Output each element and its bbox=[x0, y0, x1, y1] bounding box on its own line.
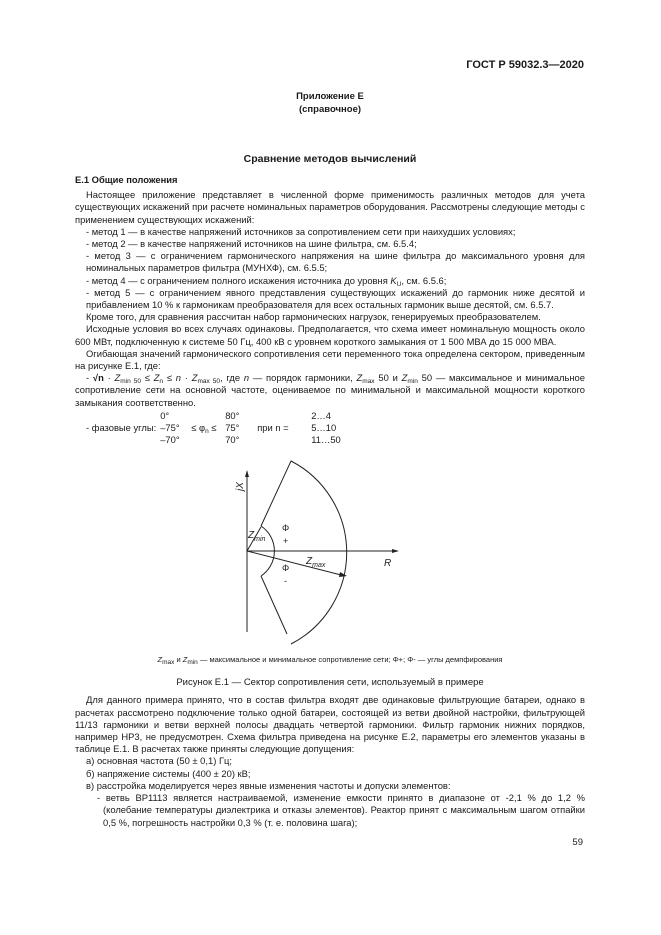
method-3: - метод 3 — с ограничением гармонического напряжения на шине фильтра до максимального уровня для номинальных параметров фильтра (МУНХФ), см. 6.5.5; bbox=[86, 250, 585, 274]
figure-legend: Zmax и Zmin — максимальное и минимальное сопротивление сети; Φ+; Φ- — углы демпфирования bbox=[157, 655, 503, 667]
assumption-b: б) напряжение системы (400 ± 20) кВ; bbox=[86, 767, 251, 779]
phi-minus-symbol: Φ bbox=[282, 563, 290, 574]
phase-angles-label: - фазовые углы: bbox=[86, 422, 157, 434]
zmax-vector bbox=[247, 551, 345, 576]
zmin-label: $Z_{min}$ bbox=[248, 530, 266, 544]
phi-plus-symbol: Φ bbox=[282, 523, 290, 534]
r-axis-arrow-icon bbox=[392, 549, 399, 553]
section-title: Сравнение методов вычислений bbox=[243, 153, 417, 165]
harmonics-paragraph: Кроме того, для сравнения рассчитан набор гармонических нагрузок, генерируемых преобразователем. bbox=[86, 311, 541, 323]
filter-paragraph: Для данного примера принято, что в состав фильтра входят две одинаковые фильтрующие батареи, однако в расчетах рассмотрено подключение только одной батареи, состоящей из ветви двойной настройки, фильтрующей 11/13 гармоники и ветви верхней полосы двадцать четвертой гармоники. Фильтр гармоник нижних порядков, например НР3, не предусмотрен. Схема фильтра приведена на рисунке Е.2, параметры его элементов указаны в таблице Е.1. В расчетах также приняты следующие допущения: bbox=[75, 694, 585, 755]
impedance-formula: - $√n \cdot Z_{min 50} \le Z_n \le n \cdot Z_{max 50}$, где n — порядок гармоники, $Z_{max}$ 50 и $Z_{min}$ 50 — максимальное и минимальное сопротивление сети на основной частоте, оцениваемое по минимальной и максимальной мощности короткого замыкания соответственно. bbox=[75, 372, 585, 408]
figure-caption: Рисунок Е.1 — Сектор сопротивления сети, используемый в примере bbox=[176, 677, 484, 689]
page-column bbox=[75, 58, 585, 849]
assumption-c-detail: - ветвь ВР1113 является настраиваемой, изменение емкости принято в диапазоне от -2,1 % до 1,2 % (колебание температуры диэлектрика и отказы элементов). Реактор принят с максимальным шагом отпайки 0,5 %, погрешность настройки 0,3 % (т. е. половина шага); bbox=[97, 792, 585, 828]
appendix-subtitle: (справочное) bbox=[298, 104, 362, 115]
y-axis-label: jX bbox=[235, 482, 246, 492]
assumption-c: в) расстройка моделируется через явные изменения частоты и допуски элементов: bbox=[86, 779, 451, 791]
impedance-sector-diagram bbox=[75, 460, 585, 648]
phi-plus-sign: + bbox=[283, 536, 289, 547]
method-4: - метод 4 — с ограничением полного искажения источника до уровня $K_U$, см. 6.5.6; bbox=[86, 274, 447, 288]
body-top bbox=[75, 174, 585, 446]
page-number: 59 bbox=[572, 836, 583, 848]
x-axis-arrow-icon bbox=[245, 470, 249, 477]
conditions-paragraph: Исходные условия во всех случаях одинаковы. Предполагается, что схема имеет номинальную мощность около 600 МВт, подключенную к системе 50 Гц, 400 кВ с уровнем короткого замыкания от 1 500 МВА до 15 000 МВА. bbox=[75, 323, 585, 347]
phase-angles-table: 0° 80° 2…4 - фазовые углы: –75° ≤ $\varphi_n$ ≤ 75° при n = 5…10 –70° 70° 11…50 bbox=[86, 409, 341, 446]
method-5: - метод 5 — с ограничением явного представления существующих искажений до гармоник ниже десятой и прибавлением 10 % к гармоникам преобразователя для всех остальных гармоник выше десятой, см. 6.5.7. bbox=[86, 286, 585, 311]
standard-number: ГОСТ Р 59032.3—2020 bbox=[466, 59, 584, 71]
envelope-paragraph: Огибающая значений гармонического сопротивления сети переменного тока определена сектором, приведенным на рисунке Е.1, где: bbox=[75, 347, 585, 372]
zmax-label: $Z_{max}$ bbox=[306, 556, 326, 570]
method-2: - метод 2 — в качестве напряжений источников на шине фильтра, см. 6.5.4; bbox=[86, 238, 417, 250]
body-bottom bbox=[75, 694, 585, 828]
r-axis-label: R bbox=[384, 558, 392, 570]
subsection-heading: Е.1 Общие положения bbox=[75, 174, 178, 185]
sector-outline bbox=[261, 461, 347, 644]
phi-minus-sign: - bbox=[284, 576, 287, 587]
assumption-a: а) основная частота (50 ± 0,1) Гц; bbox=[86, 755, 232, 767]
intro-paragraph: Настоящее приложение представляет в численной форме применимость различных методов для учета существующих искажений при расчете номинальных параметров оборудования. Рассмотрены следующие методы с применением существующих искажений: bbox=[75, 189, 585, 225]
zmax-arrow-icon bbox=[339, 572, 347, 577]
appendix-title: Приложение Е bbox=[296, 91, 364, 102]
method-1: - метод 1 — в качестве напряжений источников за сопротивлением сети при наихудших условиях; bbox=[86, 225, 516, 237]
